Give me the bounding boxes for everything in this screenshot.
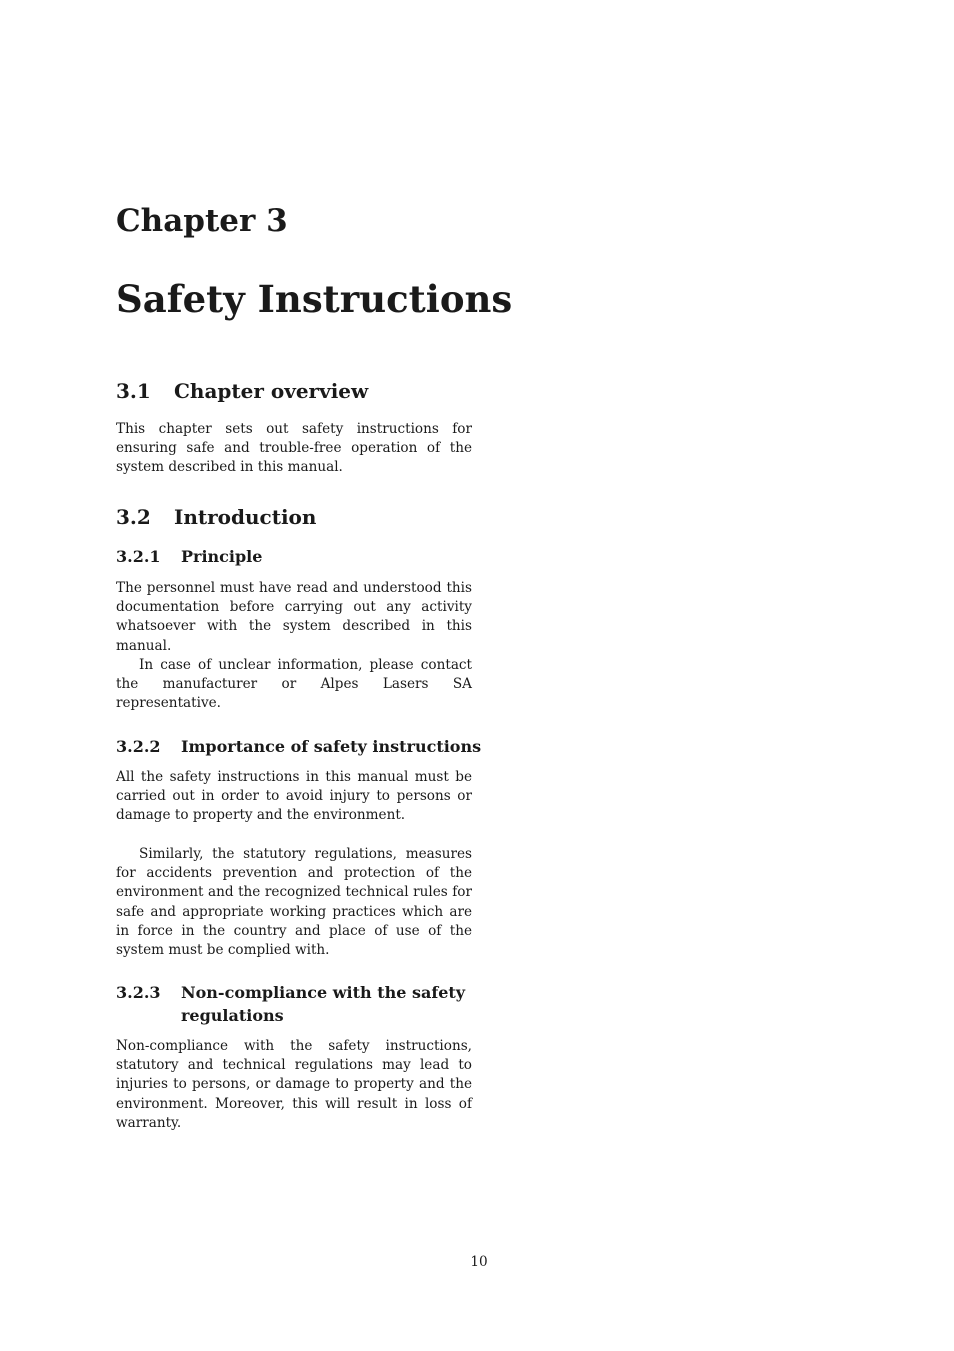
chapter-title: Safety Instructions [116,277,513,321]
section-title: Chapter overview [174,379,369,403]
overview-paragraph: This chapter sets out safety instructions for ensuring safe and trouble-free operation of the system described in this manual. [116,421,472,476]
section-title: Introduction [174,505,317,529]
subsection-number: 3.2.2 [116,737,161,756]
principle-paragraph-2: In case of unclear information, please contact the manufacturer or Alpes Lasers SA representative. [116,657,472,712]
subsection-title: Principle [181,547,263,566]
subsection-heading-importance [116,735,496,758]
section-number: 3.1 [116,379,151,403]
section-number: 3.2 [116,505,151,529]
chapter-label: Chapter 3 [116,203,288,239]
importance-paragraph-2: Similarly, the statutory regulations, measures for accidents prevention and protection of the environment and the recognized technical rules for safe and appropriate working practices which are in force in the country and place of use of the system must be complied with. [116,846,472,959]
principle-paragraph-1: The personnel must have read and understood this documentation before carrying out any activity whatsoever with the system described in this manual. [116,580,472,654]
importance-paragraph-1: All the safety instructions in this manual must be carried out in order to avoid injury to persons or damage to property and the environment. [116,769,472,824]
section-heading-overview [116,378,368,404]
noncompliance-paragraph: Non-compliance with the safety instructions, statutory and technical regulations may lead to injuries to persons, or damage to property and the environment. Moreover, this will result in loss of warranty. [116,1038,472,1131]
subsection-heading-principle [116,545,491,568]
section-heading-introduction [116,504,316,530]
page-number: 10 [470,1254,488,1270]
subsection-number: 3.2.3 [116,983,161,1002]
subsection-heading-noncompliance [116,981,481,1027]
subsection-title: Non-compliance with the safety regulations [181,983,466,1025]
subsection-number: 3.2.1 [116,547,161,566]
subsection-title: Importance of safety instructions [181,737,482,756]
